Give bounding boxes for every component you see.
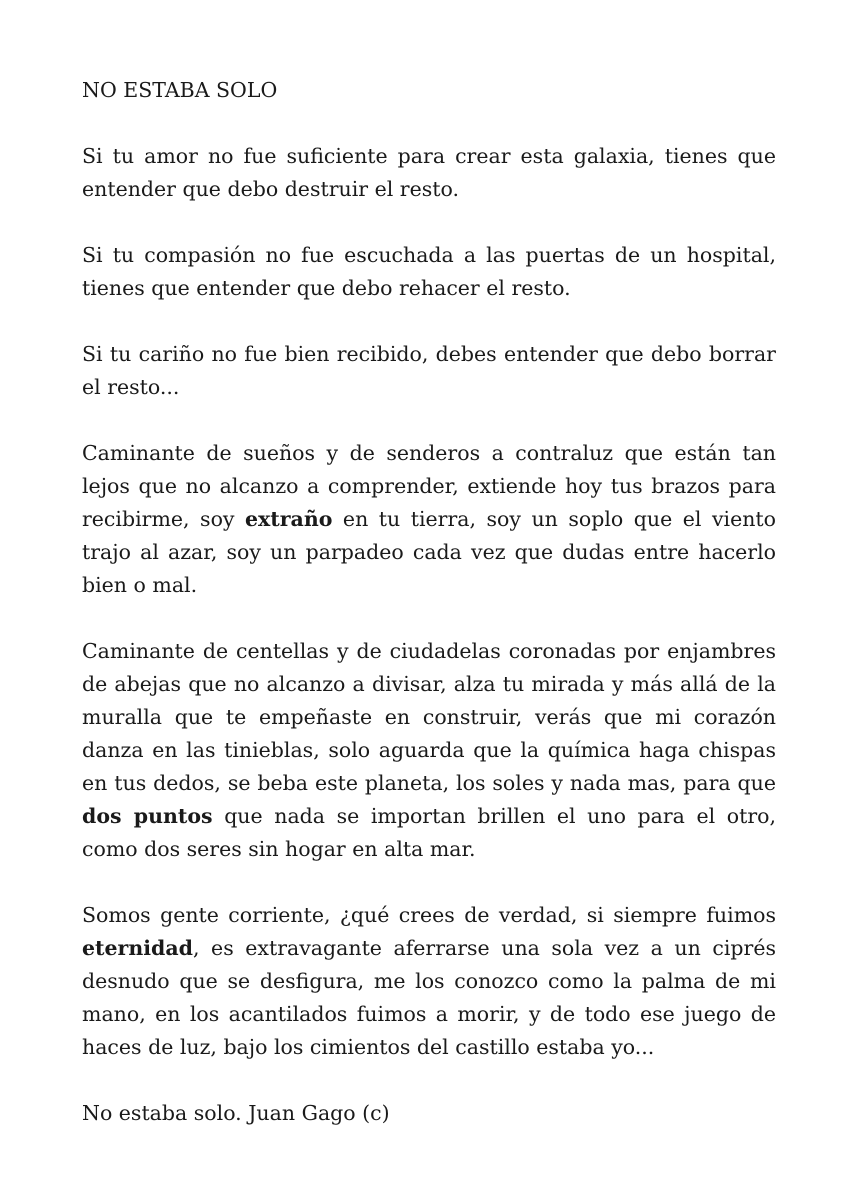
poem-body: [82, 140, 776, 1064]
signature: No estaba solo. Juan Gago (c): [82, 1101, 390, 1125]
paragraph-text: Si tu cariño no fue bien recibido, debes entender que debo borrar el resto...: [82, 342, 776, 399]
poem-paragraph: [82, 140, 776, 206]
bold-phrase: eternidad: [82, 936, 193, 960]
bold-phrase: dos puntos: [82, 804, 213, 828]
poem-paragraph: [82, 239, 776, 305]
paragraph-text: en tu tierra, soy un soplo que el viento trajo al azar, soy un parpadeo cada vez que dudas entre hacerlo bien o mal.: [82, 507, 777, 597]
bold-phrase: extraño: [245, 507, 333, 531]
poem-title: NO ESTABA SOLO: [82, 78, 278, 102]
poem-paragraph: [82, 338, 776, 404]
paragraph-text: , es extravagante aferrarse una sola vez a un ciprés desnudo que se desfigura, me los conozco como la palma de mi mano, en los acantilados fuimos a morir, y de todo ese juego de haces de luz, bajo los cimientos del castillo estaba yo...: [82, 936, 776, 1059]
paragraph-text: Caminante de sueños y de senderos a contraluz que están tan lejos que no alcanzo a comprender, extiende hoy tus brazos para recibirme, soy: [82, 441, 776, 531]
poem-paragraph: [82, 899, 776, 1064]
paragraph-text: Caminante de centellas y de ciudadelas coronadas por enjambres de abejas que no alcanzo a divisar, alza tu mirada y más allá de la muralla que te empeñaste en construir, verás que mi corazón danza en las tinieblas, solo aguarda que la química haga chispas en tus dedos, se beba este planeta, los soles y nada mas, para que: [82, 639, 776, 795]
paragraph-text: Si tu compasión no fue escuchada a las puertas de un hospital, tienes que entender que debo rehacer el resto.: [82, 243, 776, 300]
paragraph-text: que nada se importan brillen el uno para el otro, como dos seres sin hogar en alta mar.: [82, 804, 776, 861]
paragraph-text: Somos gente corriente, ¿qué crees de verdad, si siempre fuimos: [82, 903, 776, 927]
poem-paragraph: [82, 635, 776, 866]
poem-paragraph: [82, 437, 776, 602]
document-page: [82, 74, 776, 1130]
paragraph-text: Si tu amor no fue suficiente para crear esta galaxia, tienes que entender que debo destruir el resto.: [82, 144, 776, 201]
